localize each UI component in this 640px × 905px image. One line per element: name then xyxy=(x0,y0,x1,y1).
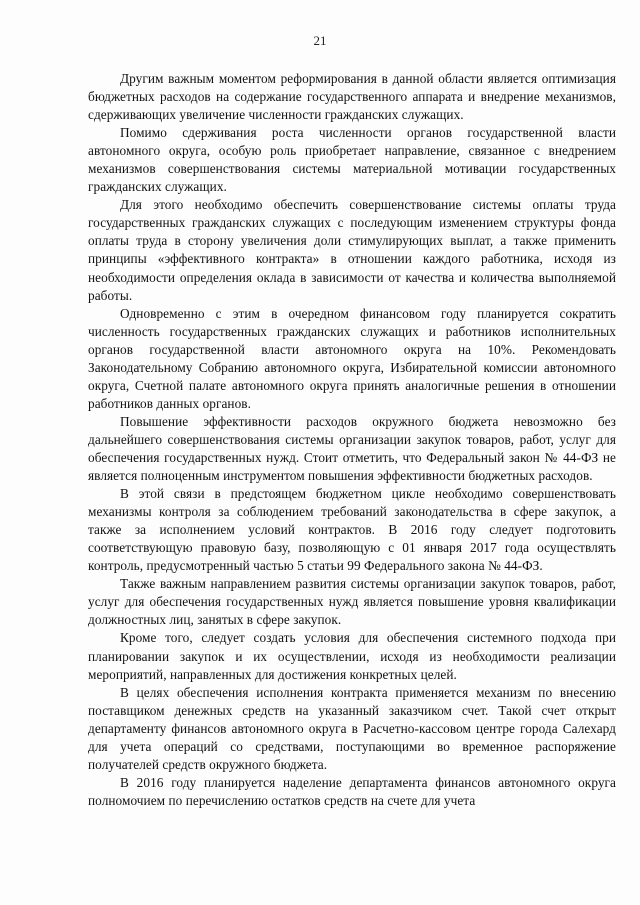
paragraph: В 2016 году планируется наделение департамента финансов автономного округа полномочием по перечислению остатков средств на счете для учета xyxy=(88,774,616,808)
document-body xyxy=(88,70,616,810)
paragraph: Повышение эффективности расходов окружного бюджета невозможно без дальнейшего совершенствования системы организации закупок товаров, работ, услуг для обеспечения государственных нужд. Стоит отметить, что Федеральный закон № 44-ФЗ не является полноценным инструментом повышения эффективности бюджетных расходов. xyxy=(88,413,616,484)
paragraph: Другим важным моментом реформирования в данной области является оптимизация бюджетных расходов на содержание государственного аппарата и внедрение механизмов, сдерживающих увеличение численности гражданских служащих. xyxy=(88,71,616,123)
paragraph: В целях обеспечения исполнения контракта применяется механизм по внесению поставщиком денежных средств на указанный заказчиком счет. Такой счет открыт департаменту финансов автономного округа в Расчетно-кассовом центре города Салехард для учета операций со средствами, поступающими во временное распоряжение получателей средств окружного бюджета. xyxy=(88,684,616,772)
paragraph: Кроме того, следует создать условия для обеспечения системного подхода при планировании закупок и их осуществлении, исходя из необходимости реализации мероприятий, направленных для достижения конкретных целей. xyxy=(88,630,616,682)
paragraph: Одновременно с этим в очередном финансовом году планируется сократить численность государственных гражданских служащих и работников исполнительных органов государственной власти автономного округа на 10%. Рекомендовать Законодательному Собранию автономного округа, Избирательной комиссии автономного округа, Счетной палате автономного округа принять аналогичные решения в отношении работников данных органов. xyxy=(88,305,616,411)
paragraph: Также важным направлением развития системы организации закупок товаров, работ, услуг для обеспечения государственных нужд является повышение уровня квалификации должностных лиц, занятых в сфере закупок. xyxy=(88,576,616,628)
page-number: 21 xyxy=(313,33,327,48)
paragraph: Для этого необходимо обеспечить совершенствование системы оплаты труда государственных гражданских служащих с последующим изменением структуры фонда оплаты труда в сторону увеличения доли стимулирующих выплат, а также применить принципы «эффективного контракта» в отношении каждого работника, исходя из необходимости определения оклада в зависимости от качества и количества выполняемой работы. xyxy=(88,197,616,303)
paragraph: Помимо сдерживания роста численности органов государственной власти автономного округа, особую роль приобретает направление, связанное с внедрением механизмов совершенствования системы материальной мотивации государственных гражданских служащих. xyxy=(88,125,616,195)
paragraph: В этой связи в предстоящем бюджетном цикле необходимо совершенствовать механизмы контроля за соблюдением требований законодательства в сфере закупок, а также за исполнением условий контрактов. В 2016 году следует подготовить соответствующую правовую базу, позволяющую с 01 января 2017 года осуществлять контроль, предусмотренный частью 5 статьи 99 Федерального закона № 44-ФЗ. xyxy=(88,486,616,574)
